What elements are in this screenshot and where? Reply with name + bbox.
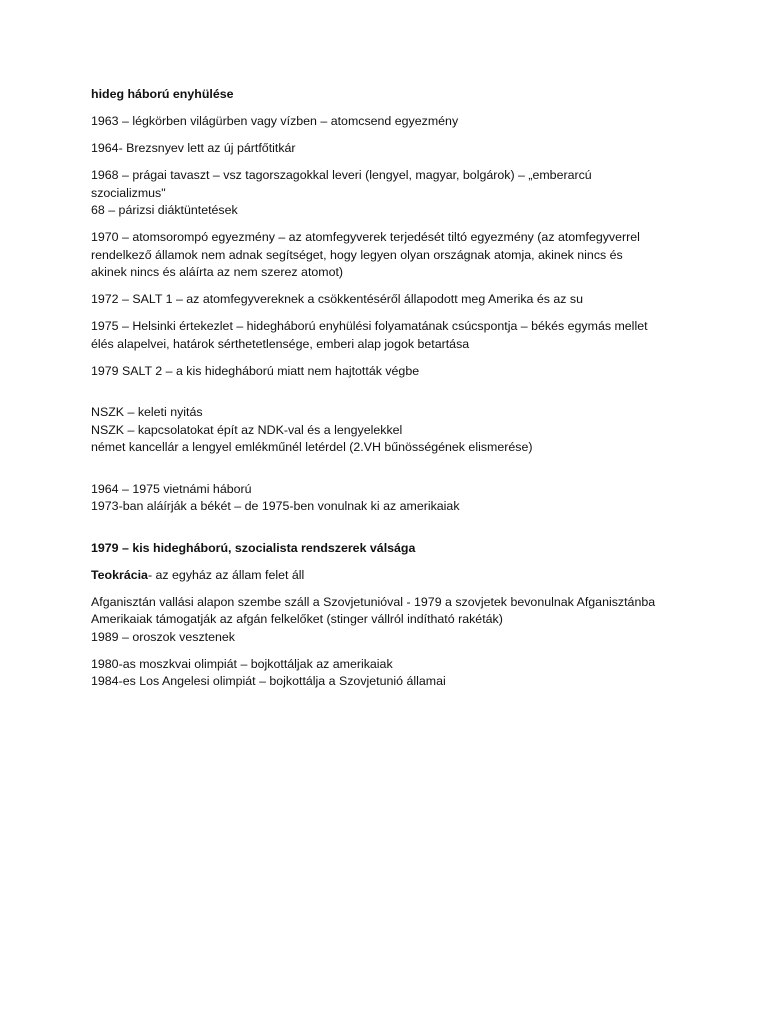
paragraph-afganisztan: [91, 594, 691, 647]
paragraph-1964: 1964- Brezsnyev lett az új pártfőtitkár: [91, 141, 296, 155]
section-heading-1979: 1979 – kis hidegháború, szocialista rendszerek válsága: [91, 540, 416, 555]
definition-teokracia: - az egyház az állam felet áll: [147, 567, 305, 582]
paragraph-olimpia-line-2: 1984-es Los Angelesi olimpiát – bojkottálja a Szovjetunió államai: [91, 674, 446, 688]
paragraph-1968-line-3: 68 – párizsi diáktüntetések: [91, 203, 238, 217]
document-title: hideg háború enyhülése: [91, 87, 234, 101]
paragraph-teokracia: [91, 567, 691, 585]
paragraph-1972: 1972 – SALT 1 – az atomfegyvereknek a csökkentéséről állapodott meg Amerika és az su: [91, 292, 584, 306]
paragraph-1970-line-2: rendelkező államok nem adnak segítséget, hogy legyen olyan országnak atomja, akinek nincs és: [91, 247, 623, 262]
paragraph-1979-salt2: 1979 SALT 2 – a kis hidegháború miatt nem hajtották végbe: [91, 363, 420, 378]
term-teokracia: Teokrácia: [91, 567, 148, 582]
paragraph-vietnam-line-1: 1964 – 1975 vietnámi háború: [91, 481, 252, 496]
paragraph-1970-line-1: 1970 – atomsorompó egyezmény – az atomfegyverek terjedését tiltó egyezmény (az atomfegyverrel: [91, 230, 640, 244]
paragraph-afganisztan-line-3: 1989 – oroszok vesztenek: [91, 629, 235, 644]
paragraph-vietnam: [91, 481, 691, 516]
paragraph-nszk: [91, 404, 691, 457]
paragraph-nszk-line-3: német kancellár a lengyel emlékműnél letérdel (2.VH bűnösségének elismerése): [91, 440, 533, 454]
paragraph-nszk-line-2: NSZK – kapcsolatokat épít az NDK-val és a lengyelekkel: [91, 422, 403, 437]
paragraph-nszk-line-1: NSZK – keleti nyitás: [91, 405, 203, 419]
paragraph-afganisztan-line-2: Amerikaiak támogatják az afgán felkelőket (stinger vállról indítható rakéták): [91, 612, 503, 626]
paragraph-1968-line-2: szocializmus": [91, 185, 166, 200]
paragraph-vietnam-line-2: 1973-ban aláírják a békét – de 1975-ben vonulnak ki az amerikaiak: [91, 499, 460, 513]
paragraph-1963: 1963 – légkörben világürben vagy vízben – atomcsend egyezmény: [91, 114, 459, 128]
paragraph-1968-line-1: 1968 – prágai tavaszt – vsz tagorszagokkal leveri (lengyel, magyar, bolgárok) – „emberarcú: [91, 168, 592, 182]
paragraph-olimpia: [91, 656, 691, 691]
paragraph-1975: [91, 318, 691, 353]
paragraph-1970-line-3: akinek nincs és aláírta az nem szerez atomot): [91, 265, 344, 279]
paragraph-olimpia-line-1: 1980-as moszkvai olimpiát – bojkottáljak az amerikaiak: [91, 656, 393, 671]
paragraph-1970: [91, 229, 691, 282]
paragraph-1975-line-1: 1975 – Helsinki értekezlet – hidegháború enyhülési folyamatának csúcspontja – békés egymás mellet: [91, 319, 648, 333]
paragraph-1975-line-2: élés alapelvei, határok sérthetetlensége, emberi alap jogok betartása: [91, 336, 470, 351]
paragraph-1968: [91, 167, 691, 220]
paragraph-afganisztan-line-1: Afganisztán vallási alapon szembe száll a Szovjetunióval - 1979 a szovjetek bevonulnak Afganisztánba: [91, 594, 656, 609]
document-body: [91, 86, 691, 700]
